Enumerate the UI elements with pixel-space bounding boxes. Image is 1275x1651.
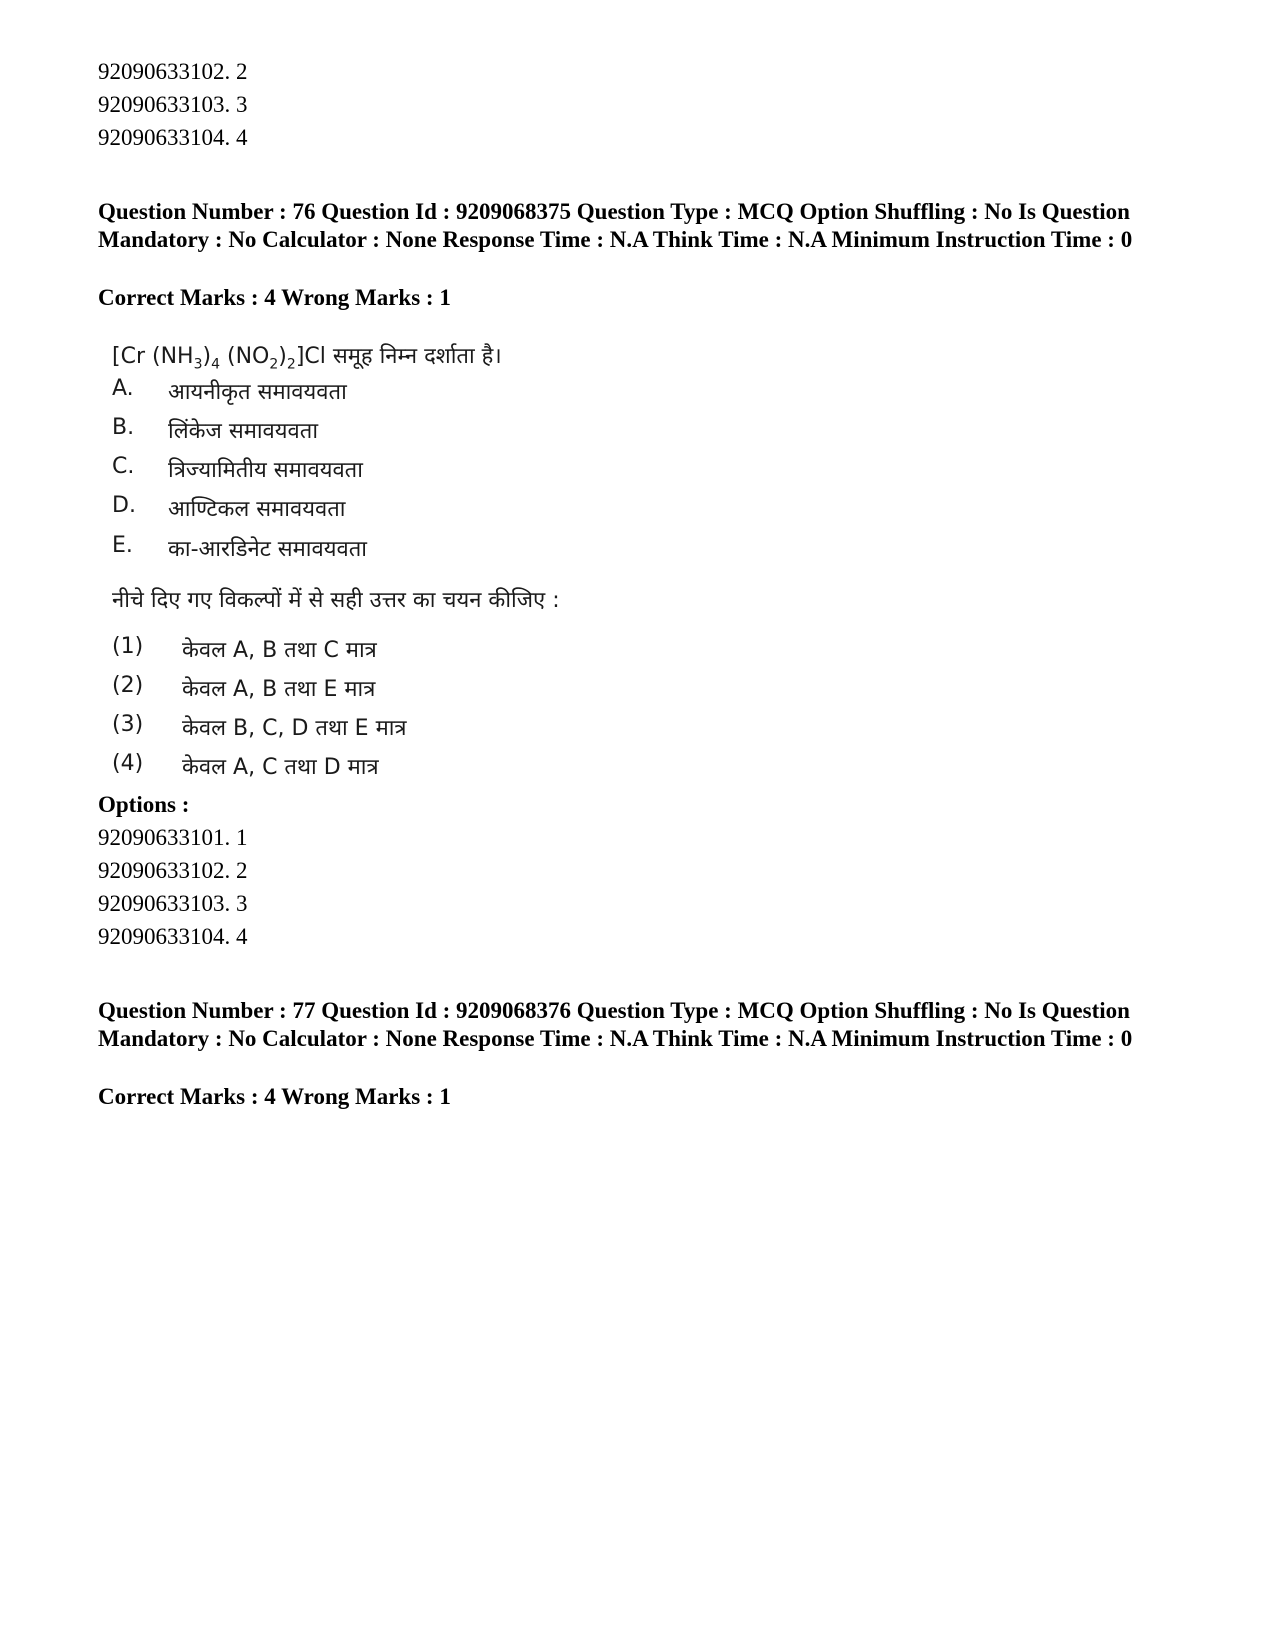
q76-option-3: 92090633103. 3 [98, 891, 248, 916]
q76-stem: [Cr $(NH_3)_4$ $(NO_2)_2]Cl$ समूह निम्न दर्शाता है। [112, 344, 502, 373]
q76-instruction: नीचे दिए गए विकल्पों में से सही उत्तर का चयन कीजिए : [112, 588, 560, 613]
prev-option-3: 92090633103. 3 [98, 92, 248, 117]
q77-marks: Correct Marks : 4 Wrong Marks : 1 [98, 1084, 451, 1109]
q77-header: Question Number : 77 Question Id : 9209068376 Question Type : MCQ Option Shuffling : No Is Question Mandatory : No Calculator : None Response Time : N.A Think Time : N.A Minimum Instruction Time : 0 [98, 998, 1133, 1051]
q76-option-2: 92090633102. 2 [98, 858, 248, 883]
q76-marks: Correct Marks : 4 Wrong Marks : 1 [98, 285, 451, 310]
q76-header: Question Number : 76 Question Id : 9209068375 Question Type : MCQ Option Shuffling : No Is Question Mandatory : No Calculator : None Response Time : N.A Think Time : N.A Minimum Instruction Time : 0 [98, 199, 1133, 252]
q76-question-image: [Cr $(NH_3)_4$ $(NO_2)_2]Cl$ समूह निम्न दर्शाता है। A. आयनीकृत समावयवता B. लिंकेज समावयवता C. त्रिज्यामितीय समावयवता D. आण्टिकल समावयवता E. का-आरडिनेट समावयवता नीचे दिए गए विकल्पों में से सही उत्तर का चयन कीजिए : (1) केवल A, B तथा C मात्र (2) केवल A, B तथा E मात्र (3) केवल B, C, D तथा E मात्र (4) केवल A, C तथा D मात्र [98, 340, 618, 820]
q76-option-4: 92090633104. 4 [98, 924, 248, 949]
prev-option-2: 92090633102. 2 [98, 59, 248, 84]
q76-options-label: Options : [98, 792, 190, 817]
q76-option-1: 92090633101. 1 [98, 825, 248, 850]
prev-option-4: 92090633104. 4 [98, 125, 248, 150]
